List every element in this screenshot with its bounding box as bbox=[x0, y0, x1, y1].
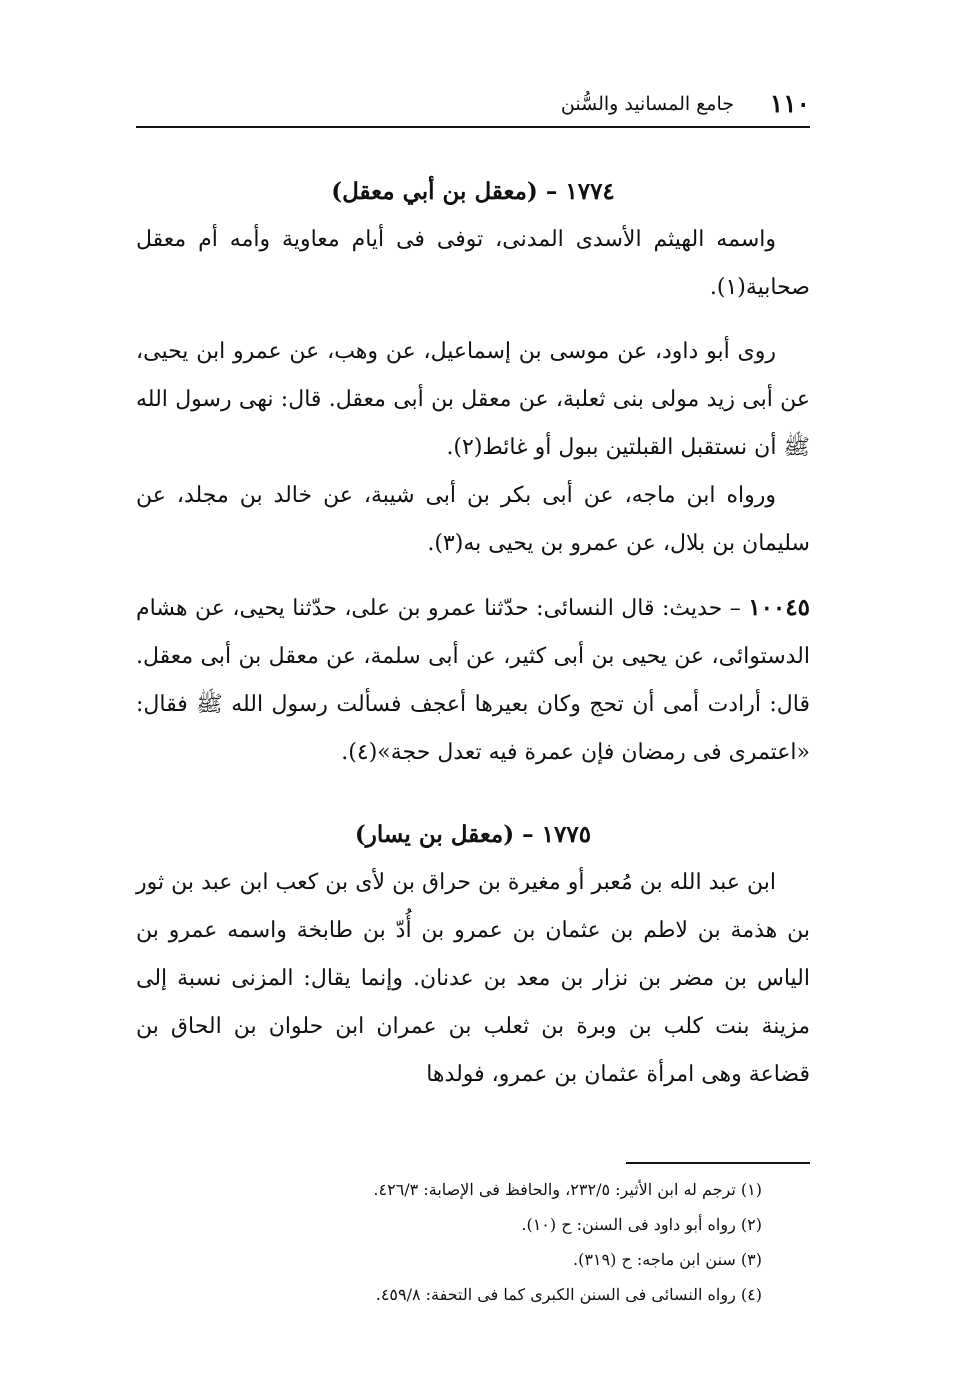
main-text bbox=[136, 168, 810, 1099]
footnote-1: (١) ترجم له ابن الأثير: ٢٣٢/٥، والحافظ فى الإصابة: ٤٢٦/٣. bbox=[373, 1180, 762, 1199]
page-header bbox=[136, 86, 810, 122]
hadith-entry bbox=[136, 584, 810, 777]
section-title: (معقل بن أبي معقل) bbox=[331, 178, 538, 205]
footnote-4: (٤) رواه النسائى فى السنن الكبرى كما فى التحفة: ٤٥٩/٨. bbox=[375, 1285, 762, 1304]
section-number: ١٧٧٤ bbox=[565, 178, 615, 205]
running-title: جامع المسانيد والسُّنن bbox=[560, 93, 734, 115]
page-number: ١١٠ bbox=[769, 89, 810, 118]
footnote-2: (٢) رواه أبو داود فى السنن: ح (١٠). bbox=[521, 1215, 762, 1234]
paragraph-gap bbox=[136, 312, 810, 328]
paragraph-ibn-majah: ورواه ابن ماجه، عن أبى بكر بن أبى شيبة، عن خالد بن مجلد، عن سليمان بن بلال، عن عمرو بن يحيى به(٣). bbox=[136, 483, 810, 556]
hadith-text: – حديث: قال النسائى: حدّثنا عمرو بن على، حدّثنا يحيى، عن هشام الدستوائى، عن يحيى بن أبى كثير، عن أبى سلمة، عن معقل بن أبى معقل. قال: أرادت أمى أن تحج وكان بعيرها أعجف فسألت رسول الله ﷺ فقال: «اعتمرى فى رمضان فإن عمرة فيه تعدل حجة»(٤). bbox=[136, 596, 810, 765]
heading-dash: – bbox=[522, 821, 534, 848]
paragraph-abu-dawud: روى أبو داود، عن موسى بن إسماعيل، عن وهب، عن عمرو ابن يحيى، عن أبى زيد مولى بنى ثعلبة، عن معقل بن أبى معقل. قال: نهى رسول الله ﷺ أن نستقبل القبلتين ببول أو غائط(٢). bbox=[136, 339, 810, 460]
header-rule bbox=[136, 126, 810, 128]
footnote-3: (٣) سنن ابن ماجه: ح (٣١٩). bbox=[573, 1250, 762, 1269]
heading-dash: – bbox=[545, 178, 558, 205]
hadith-number: ١٠٠٤٥ bbox=[748, 594, 810, 621]
paragraph-biography: واسمه الهيثم الأسدى المدنى، توفى فى أيام معاوية وأمه أم معقل صحابية(١). bbox=[136, 227, 810, 300]
footnotes bbox=[136, 1172, 762, 1312]
paragraph-gap bbox=[136, 568, 810, 584]
section-heading-1774 bbox=[136, 168, 810, 216]
section-number: ١٧٧٥ bbox=[541, 821, 592, 848]
section-heading-1775 bbox=[136, 811, 810, 859]
footnote-rule bbox=[626, 1162, 810, 1164]
paragraph-lineage: ابن عبد الله بن مُعبر أو مغيرة بن حراق بن لأى بن كعب ابن عبد بن ثور بن هذمة بن لاطم بن عثمان بن عمرو بن أُدّ بن طابخة واسمه عمرو بن الياس بن مضر بن نزار بن معد بن عدنان. وإنما يقال: المزنى نسبة إلى مزينة بنت كلب بن وبرة بن ثعلب بن عمران ابن حلوان بن الحاق بن قضاعة وهى امرأة عثمان بن عمرو، فولدها bbox=[136, 870, 810, 1087]
section-gap bbox=[136, 777, 810, 811]
section-title: (معقل بن يسار) bbox=[354, 821, 515, 848]
